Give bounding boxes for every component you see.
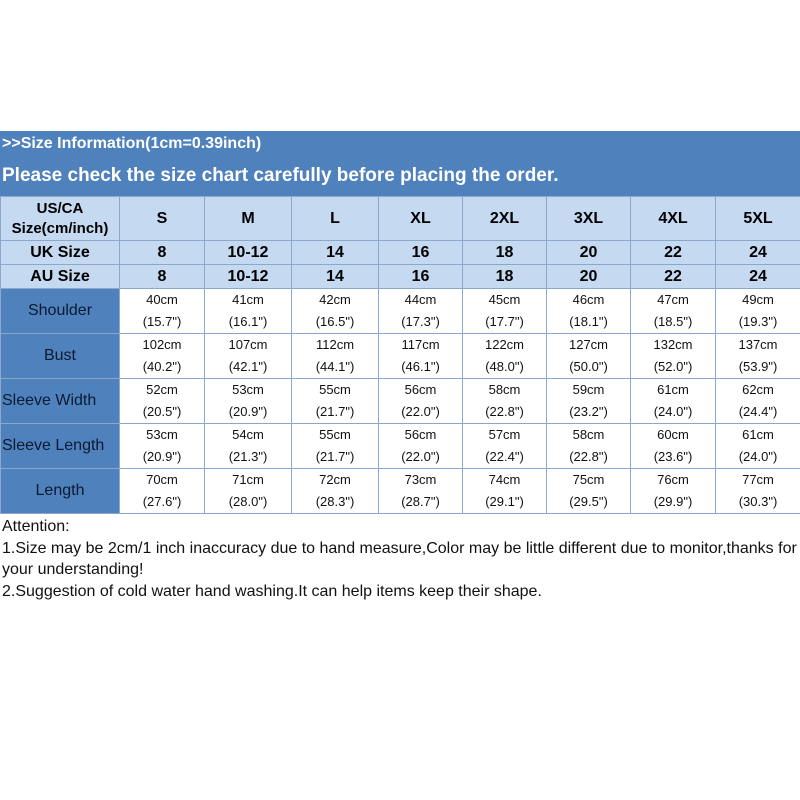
au-size-cell: 18 <box>463 265 547 289</box>
measurement-cell <box>716 379 800 424</box>
measurement-cell <box>379 334 463 379</box>
measurement-cell <box>547 334 631 379</box>
cm-value: 102cm <box>142 337 182 352</box>
au-size-cell: 20 <box>547 265 631 289</box>
inch-value: (44.1") <box>315 359 355 374</box>
uk-size-cell: 14 <box>292 241 379 265</box>
measurement-cell <box>716 424 800 469</box>
measurement-row <box>1 424 800 469</box>
measurement-cell <box>292 424 379 469</box>
cm-value: 132cm <box>653 337 693 352</box>
measurement-cell <box>463 334 547 379</box>
measurement-label: Length <box>1 469 120 514</box>
inch-value: (18.5") <box>653 314 693 329</box>
cm-value: 57cm <box>488 427 521 442</box>
size-header-cell: 4XL <box>631 197 716 241</box>
inch-value: (21.7") <box>315 404 355 419</box>
cm-value: 53cm <box>146 427 178 442</box>
cm-value: 46cm <box>572 292 605 307</box>
inch-value: (20.9") <box>228 404 268 419</box>
measurement-cell <box>292 469 379 514</box>
inch-value: (30.3") <box>738 494 778 509</box>
measurement-cell <box>292 379 379 424</box>
inch-value: (22.8") <box>485 404 524 419</box>
measurement-label: Sleeve Width <box>1 379 120 424</box>
cm-value: 77cm <box>742 472 774 487</box>
size-header-cell: S <box>120 197 205 241</box>
cm-value: 60cm <box>657 427 689 442</box>
inch-value: (48.0") <box>485 359 524 374</box>
measurement-cell <box>205 424 292 469</box>
inch-value: (28.7") <box>401 494 440 509</box>
measurement-label: Sleeve Length <box>1 424 120 469</box>
inch-value: (29.5") <box>569 494 608 509</box>
measurement-cell <box>631 379 716 424</box>
cm-value: 55cm <box>319 382 351 397</box>
inch-value: (28.0") <box>228 494 268 509</box>
measurement-row <box>1 379 800 424</box>
measurement-label: Bust <box>1 334 120 379</box>
au-size-cell: 10-12 <box>205 265 292 289</box>
measurement-cell <box>379 469 463 514</box>
measurement-row <box>1 289 800 334</box>
inch-value: (29.1") <box>485 494 524 509</box>
inch-value: (42.1") <box>228 359 268 374</box>
inch-value: (15.7") <box>142 314 182 329</box>
uk-size-row <box>1 241 800 265</box>
cm-value: 41cm <box>232 292 264 307</box>
cm-value: 70cm <box>146 472 178 487</box>
uk-size-label: UK Size <box>1 241 120 265</box>
au-size-cell: 14 <box>292 265 379 289</box>
us-ca-label: US/CA <box>36 199 84 217</box>
inch-value: (22.4") <box>485 449 524 464</box>
size-header-cell: L <box>292 197 379 241</box>
inch-value: (23.2") <box>569 404 608 419</box>
cm-value: 56cm <box>404 382 437 397</box>
inch-value: (20.5") <box>142 404 182 419</box>
measurement-cell <box>547 289 631 334</box>
uk-size-cell: 20 <box>547 241 631 265</box>
au-size-cell: 16 <box>379 265 463 289</box>
inch-value: (23.6") <box>653 449 693 464</box>
note-item-washing: 2.Suggestion of cold water hand washing.It can help items keep their shape. <box>2 582 542 600</box>
cm-value: 42cm <box>319 292 351 307</box>
inch-value: (17.3") <box>401 314 440 329</box>
cm-value: 58cm <box>572 427 605 442</box>
measurement-cell <box>463 289 547 334</box>
inch-value: (19.3") <box>738 314 778 329</box>
measurement-cell <box>716 469 800 514</box>
cm-value: 76cm <box>657 472 689 487</box>
inch-value: (22.0") <box>401 449 440 464</box>
inch-value: (53.9") <box>738 359 778 374</box>
size-corner-cell <box>1 197 120 241</box>
size-unit-label: Size(cm/inch) <box>11 219 109 237</box>
inch-value: (27.6") <box>142 494 182 509</box>
inch-value: (21.3") <box>228 449 268 464</box>
size-info-header <box>0 131 800 196</box>
cm-value: 71cm <box>232 472 264 487</box>
measurement-cell <box>120 469 205 514</box>
inch-value: (52.0") <box>653 359 693 374</box>
inch-value: (40.2") <box>142 359 182 374</box>
au-size-cell: 22 <box>631 265 716 289</box>
size-chart <box>0 131 800 514</box>
measurement-label: Shoulder <box>1 289 120 334</box>
cm-value: 55cm <box>319 427 351 442</box>
cm-value: 74cm <box>488 472 521 487</box>
inch-value: (24.4") <box>738 404 778 419</box>
cm-value: 59cm <box>572 382 605 397</box>
uk-size-cell: 18 <box>463 241 547 265</box>
cm-value: 40cm <box>146 292 178 307</box>
cm-value: 112cm <box>315 337 355 352</box>
size-check-notice: Please check the size chart carefully before placing the order. <box>2 165 559 186</box>
measurement-cell <box>547 379 631 424</box>
cm-value: 107cm <box>228 337 268 352</box>
cm-value: 137cm <box>738 337 778 352</box>
cm-value: 49cm <box>742 292 774 307</box>
measurement-cell <box>631 469 716 514</box>
cm-value: 54cm <box>232 427 264 442</box>
inch-value: (50.0") <box>569 359 608 374</box>
measurement-cell <box>205 289 292 334</box>
measurement-cell <box>120 379 205 424</box>
measurement-cell <box>379 424 463 469</box>
measurement-cell <box>120 424 205 469</box>
measurement-row <box>1 334 800 379</box>
cm-value: 73cm <box>404 472 437 487</box>
measurement-cell <box>463 424 547 469</box>
measurement-cell <box>463 469 547 514</box>
measurement-cell <box>716 334 800 379</box>
inch-value: (17.7") <box>485 314 524 329</box>
size-header-cell: 5XL <box>716 197 800 241</box>
cm-value: 75cm <box>572 472 605 487</box>
au-size-row <box>1 265 800 289</box>
uk-size-cell: 16 <box>379 241 463 265</box>
uk-size-cell: 10-12 <box>205 241 292 265</box>
cm-value: 62cm <box>742 382 774 397</box>
measurement-row <box>1 469 800 514</box>
cm-value: 53cm <box>232 382 264 397</box>
cm-value: 58cm <box>488 382 521 397</box>
attention-heading: Attention: <box>2 518 70 535</box>
cm-value: 44cm <box>404 292 437 307</box>
measurement-cell <box>379 289 463 334</box>
measurement-cell <box>547 424 631 469</box>
measurement-cell <box>547 469 631 514</box>
inch-value: (21.7") <box>315 449 355 464</box>
inch-value: (24.0") <box>738 449 778 464</box>
measurement-cell <box>716 289 800 334</box>
size-header-cell: XL <box>379 197 463 241</box>
note-item-accuracy: 1.Size may be 2cm/1 inch inaccuracy due to hand measure,Color may be little different due to monitor,thanks for your understanding! <box>2 539 797 578</box>
cm-value: 61cm <box>742 427 774 442</box>
cm-value: 117cm <box>401 337 440 352</box>
uk-size-cell: 8 <box>120 241 205 265</box>
inch-value: (22.0") <box>401 404 440 419</box>
cm-value: 56cm <box>404 427 437 442</box>
size-header-cell: M <box>205 197 292 241</box>
inch-value: (28.3") <box>315 494 355 509</box>
cm-value: 61cm <box>657 382 689 397</box>
inch-value: (16.1") <box>228 314 268 329</box>
inch-value: (20.9") <box>142 449 182 464</box>
cm-value: 122cm <box>484 337 525 352</box>
size-info-title: >>Size Information(1cm=0.39inch) <box>2 135 262 152</box>
size-header-row <box>1 197 800 241</box>
inch-value: (18.1") <box>569 314 608 329</box>
cm-value: 47cm <box>657 292 689 307</box>
inch-value: (46.1") <box>401 359 440 374</box>
uk-size-cell: 22 <box>631 241 716 265</box>
au-size-cell: 8 <box>120 265 205 289</box>
inch-value: (16.5") <box>315 314 355 329</box>
au-size-label: AU Size <box>1 265 120 289</box>
measurement-cell <box>120 334 205 379</box>
measurement-cell <box>379 379 463 424</box>
measurement-cell <box>205 469 292 514</box>
inch-value: (24.0") <box>653 404 693 419</box>
measurement-cell <box>205 334 292 379</box>
measurement-cell <box>205 379 292 424</box>
inch-value: (22.8") <box>569 449 608 464</box>
au-size-cell: 24 <box>716 265 800 289</box>
size-header-cell: 3XL <box>547 197 631 241</box>
uk-size-cell: 24 <box>716 241 800 265</box>
measurement-cell <box>631 334 716 379</box>
cm-value: 45cm <box>488 292 521 307</box>
size-header-cell: 2XL <box>463 197 547 241</box>
measurement-cell <box>463 379 547 424</box>
measurement-cell <box>631 289 716 334</box>
cm-value: 72cm <box>319 472 351 487</box>
measurement-cell <box>292 334 379 379</box>
cm-value: 52cm <box>146 382 178 397</box>
measurement-cell <box>120 289 205 334</box>
measurement-cell <box>292 289 379 334</box>
attention-notes <box>0 516 800 602</box>
cm-value: 127cm <box>568 337 609 352</box>
measurement-cell <box>631 424 716 469</box>
size-table <box>0 196 800 514</box>
inch-value: (29.9") <box>653 494 693 509</box>
